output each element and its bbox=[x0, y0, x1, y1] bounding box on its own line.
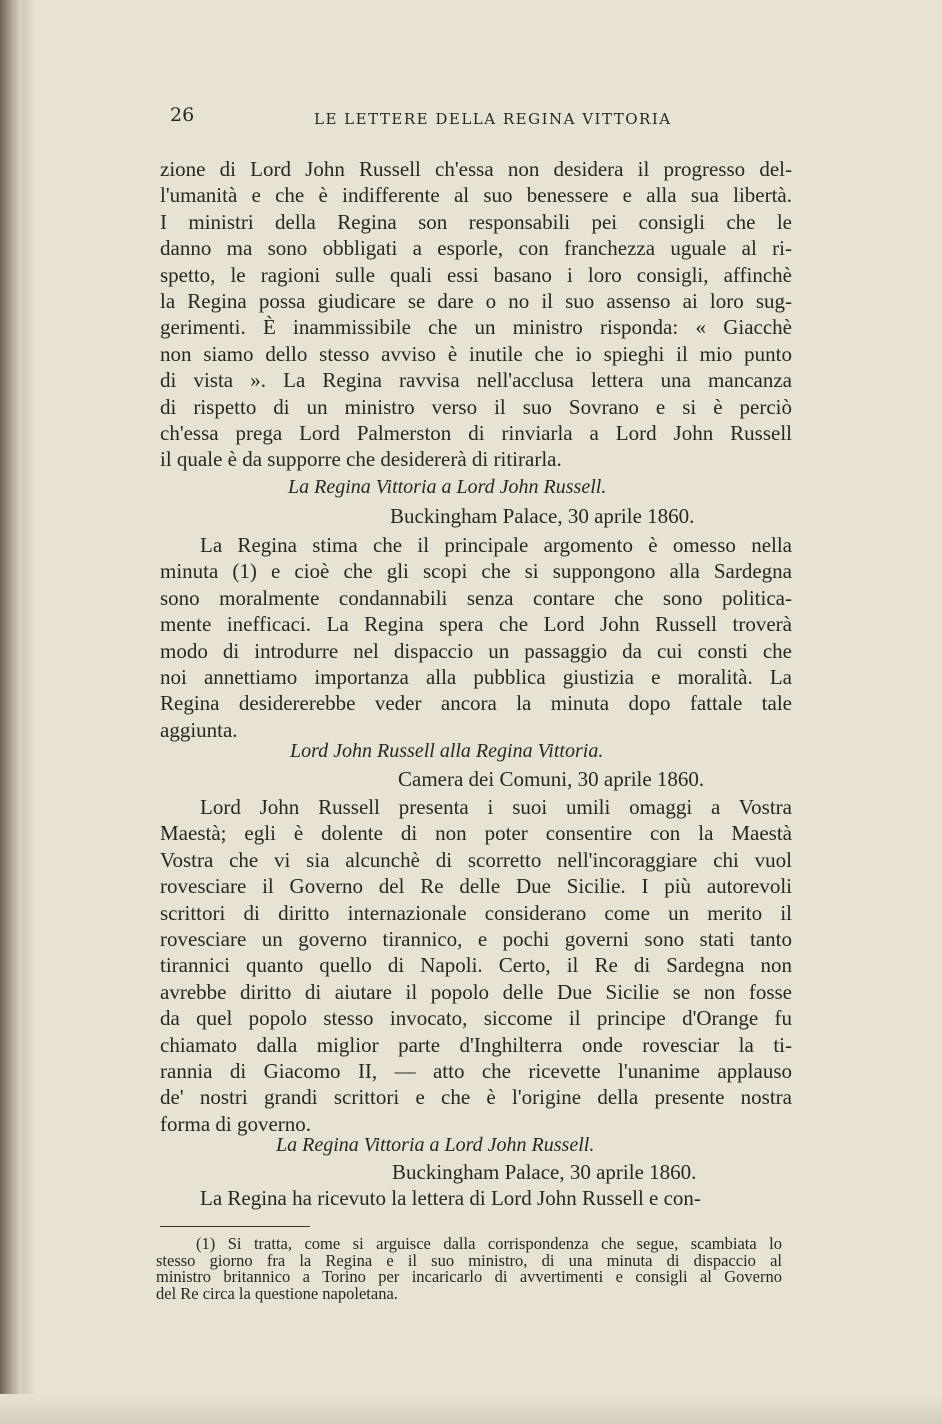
page-number: 26 bbox=[170, 104, 195, 126]
book-spine-shadow bbox=[0, 0, 22, 1424]
text-line: Vostra che vi sia alcunchè di scorretto nell'incoraggiare chi vuol bbox=[160, 847, 792, 872]
letter-heading: Lord John Russell alla Regina Vittoria. bbox=[290, 740, 604, 762]
text-line: ministro britannico a Torino per incaricarlo di avvertimenti e consigli al Governo bbox=[156, 1267, 782, 1286]
text-line: rovesciare un governo tirannico, e pochi governi sono stati tanto bbox=[160, 926, 792, 951]
letter-date: Buckingham Palace, 30 aprile 1860. bbox=[392, 1160, 697, 1184]
text-line: La Regina stima che il principale argomento è omesso nella bbox=[200, 533, 792, 557]
text-line: rovesciare il Governo del Re delle Due Sicilie. I più autorevoli bbox=[160, 874, 792, 899]
letter-1-body bbox=[160, 532, 792, 743]
text-line: minuta (1) e cioè che gli scopi che si suppongono alla Sardegna bbox=[160, 559, 792, 584]
text-line: noi annettiamo importanza alla pubblica giustizia e moralità. La bbox=[160, 664, 792, 689]
letter-2-body bbox=[160, 794, 792, 1137]
text-line: forma di governo. bbox=[160, 1111, 312, 1136]
page-gutter bbox=[22, 0, 36, 1424]
text-line: zione di Lord John Russell ch'essa non desidera il progresso del- bbox=[160, 157, 792, 181]
text-line: de' nostri grandi scrittori e che è l'origine della presente nostra bbox=[160, 1085, 792, 1110]
text-line: Maestà; egli è dolente di non poter consentire con la Maestà bbox=[160, 821, 792, 846]
text-line: non siamo dello stesso avviso è inutile che io spieghi il mio punto bbox=[160, 341, 792, 366]
text-line: modo di introdurre nel dispaccio un passaggio da cui consti che bbox=[160, 638, 792, 663]
text-line: spetto, le ragioni sulle quali essi basano i loro consigli, affinchè bbox=[160, 262, 792, 287]
text-line: (1) Si tratta, come si arguisce dalla corrispondenza che segue, scambiata lo bbox=[196, 1234, 782, 1253]
text-line: il quale è da supporre che desidererà di ritirarla. bbox=[160, 447, 562, 472]
text-line: mente inefficaci. La Regina spera che Lord John Russell troverà bbox=[160, 612, 792, 637]
footnote bbox=[156, 1236, 782, 1302]
text-line: rannia di Giacomo II, — atto che ricevette l'unanime applauso bbox=[160, 1058, 792, 1083]
footnote-rule bbox=[160, 1226, 310, 1227]
letter-heading: La Regina Vittoria a Lord John Russell. bbox=[276, 1134, 595, 1156]
text-line: stesso giorno fra la Regina e il suo ministro, di una minuta di dispaccio al bbox=[156, 1250, 782, 1270]
text-line: da quel popolo stesso invocato, siccome il principe d'Orange fu bbox=[160, 1006, 792, 1031]
text-line: del Re circa la questione napoletana. bbox=[156, 1283, 398, 1303]
text-line: di rispetto di un ministro verso il suo Sovrano e si è perciò bbox=[160, 394, 792, 419]
letter-date: Buckingham Palace, 30 aprile 1860. bbox=[390, 504, 695, 528]
letter-heading: La Regina Vittoria a Lord John Russell. bbox=[288, 476, 607, 498]
paragraph-1 bbox=[160, 156, 792, 473]
text-line: La Regina ha ricevuto la lettera di Lord John Russell e con- bbox=[200, 1186, 701, 1210]
text-line: ch'essa prega Lord Palmerston di rinviarla a Lord John Russell bbox=[160, 420, 792, 445]
text-line: chiamato dalla miglior parte d'Inghilterra onde rovesciar la ti- bbox=[160, 1032, 792, 1057]
letter-date: Camera dei Comuni, 30 aprile 1860. bbox=[398, 767, 705, 791]
text-line: Regina desidererebbe veder ancora la minuta dopo fattale tale bbox=[160, 691, 792, 716]
text-line: I ministri della Regina son responsabili pei consigli che le bbox=[160, 209, 792, 234]
text-line: gerimenti. È inammissibile che un ministro risponda: « Giacchè bbox=[160, 315, 792, 340]
text-line: scrittori di diritto internazionale considerano come un merito il bbox=[160, 900, 792, 925]
text-line: l'umanità e che è indifferente al suo benessere e alla sua libertà. bbox=[160, 183, 792, 208]
text-line: tirannici quanto quello di Napoli. Certo, il Re di Sardegna non bbox=[160, 953, 792, 978]
text-line: sono moralmente condannabili senza contare che sono politica- bbox=[160, 585, 792, 610]
letter-3-body bbox=[160, 1185, 792, 1211]
text-line: Lord John Russell presenta i suoi umili omaggi a Vostra bbox=[200, 795, 792, 819]
text-line: avrebbe diritto di aiutare il popolo delle Due Sicilie se non fosse bbox=[160, 979, 792, 1004]
page-bottom-edge bbox=[0, 1394, 942, 1424]
running-title: LE LETTERE DELLA REGINA VITTORIA bbox=[314, 110, 672, 128]
text-line: la Regina possa giudicare se dare o no il suo assenso ai loro sug- bbox=[160, 288, 792, 313]
text-line: di vista ». La Regina ravvisa nell'acclusa lettera una mancanza bbox=[160, 368, 792, 393]
text-line: danno ma sono obbligati a esporle, con franchezza uguale al ri- bbox=[160, 236, 792, 261]
text-line: aggiunta. bbox=[160, 717, 238, 742]
